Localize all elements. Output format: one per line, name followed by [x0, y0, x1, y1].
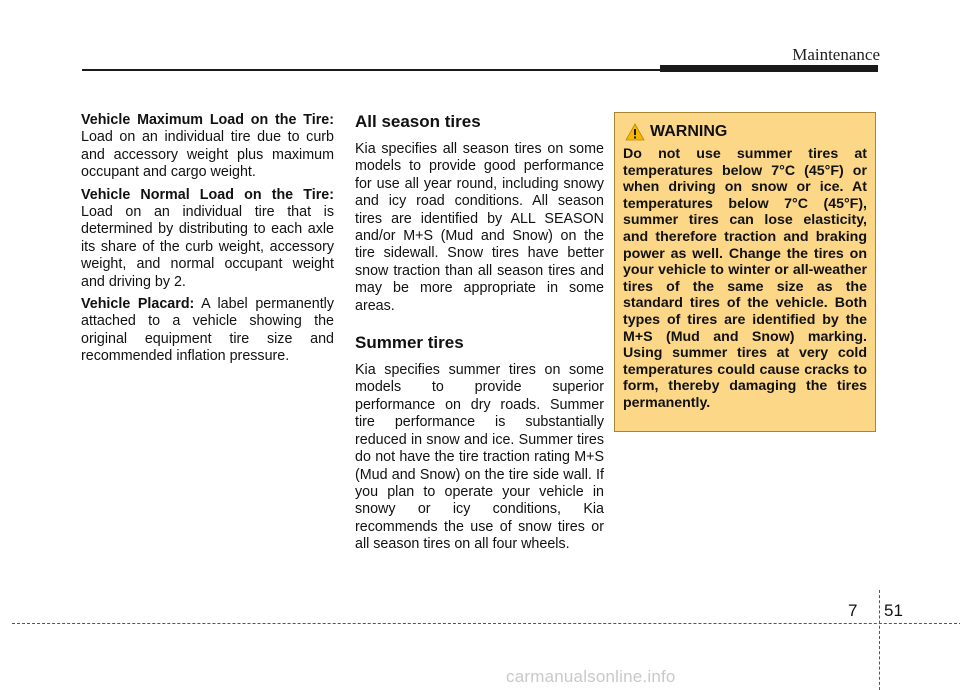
definition-text: Load on an individual tire due to curb and accessory weight plus maximum occupant and cargo weight.: [81, 129, 334, 181]
definition-max-load: [81, 112, 334, 182]
warning-header: [623, 123, 867, 141]
footer-rule: [12, 623, 960, 624]
definition-term: Vehicle Maximum Load on the Tire:: [81, 112, 334, 128]
middle-column: [355, 112, 604, 559]
left-column: [81, 112, 334, 371]
section-title: Maintenance: [792, 45, 880, 64]
all-season-body: Kia specifies all season tires on some models to provide good performance for use all year round, including snowy and icy road conditions. All season tires are identified by ALL SEASON and/or M+S (Mud and Snow) on the tire sidewall. Snow tires have better snow traction than all season tires and may be more appropriate in some areas.: [355, 141, 604, 314]
page-number: [858, 601, 903, 621]
warning-text: Do not use summer tires at temperatures below 7°C (45°F) or when driving on snow or ice. At temperatures below 7°C (45°F), summer tires can lose elasticity, and therefore traction and braking power as well. Change the tires on your vehicle to winter or all-weather tires of the same size as the standard tires of the vehicle. Both types of tires are identified by the M+S (Mud and Snow) marking. Using summer tires at very cold temperatures could cause cracks to form, thereby damaging the tires permanently.: [623, 146, 867, 411]
warning-triangle-icon: [625, 123, 645, 141]
page-number-value: 51: [884, 601, 903, 620]
summer-heading: Summer tires: [355, 333, 464, 353]
definition-text: A label permanently attached to a vehicle showing the original equipment tire size and recommended inflation pressure.: [81, 296, 334, 365]
definition-normal-load: [81, 187, 334, 291]
header-rule-bold: [660, 65, 878, 72]
chapter-number: 7: [848, 601, 858, 620]
header-rule: [82, 69, 660, 71]
watermark: carmanualsonline.info: [506, 667, 676, 686]
definition-term: Vehicle Normal Load on the Tire:: [81, 186, 334, 203]
summer-body: Kia specifies summer tires on some models to provide superior performance on dry roads. Summer tire performance is substantially reduced in snow and ice. Summer tires do not have the tire traction rating M+S (Mud and Snow) on the tire side wall. If you plan to operate your vehicle in snowy or icy conditions, Kia recommends the use of snow tires or all season tires on all four wheels.: [355, 362, 604, 553]
definition-text: Load on an individual tire that is determined by distributing to each axle its share of the curb weight, accessory weight, and normal occupant weight and driving by 2.: [81, 204, 334, 290]
definition-term: Vehicle Placard:: [81, 296, 195, 313]
definition-placard: [81, 296, 334, 366]
all-season-heading: All season tires: [355, 112, 481, 131]
warning-title: WARNING: [650, 123, 728, 140]
warning-box: [614, 112, 876, 432]
